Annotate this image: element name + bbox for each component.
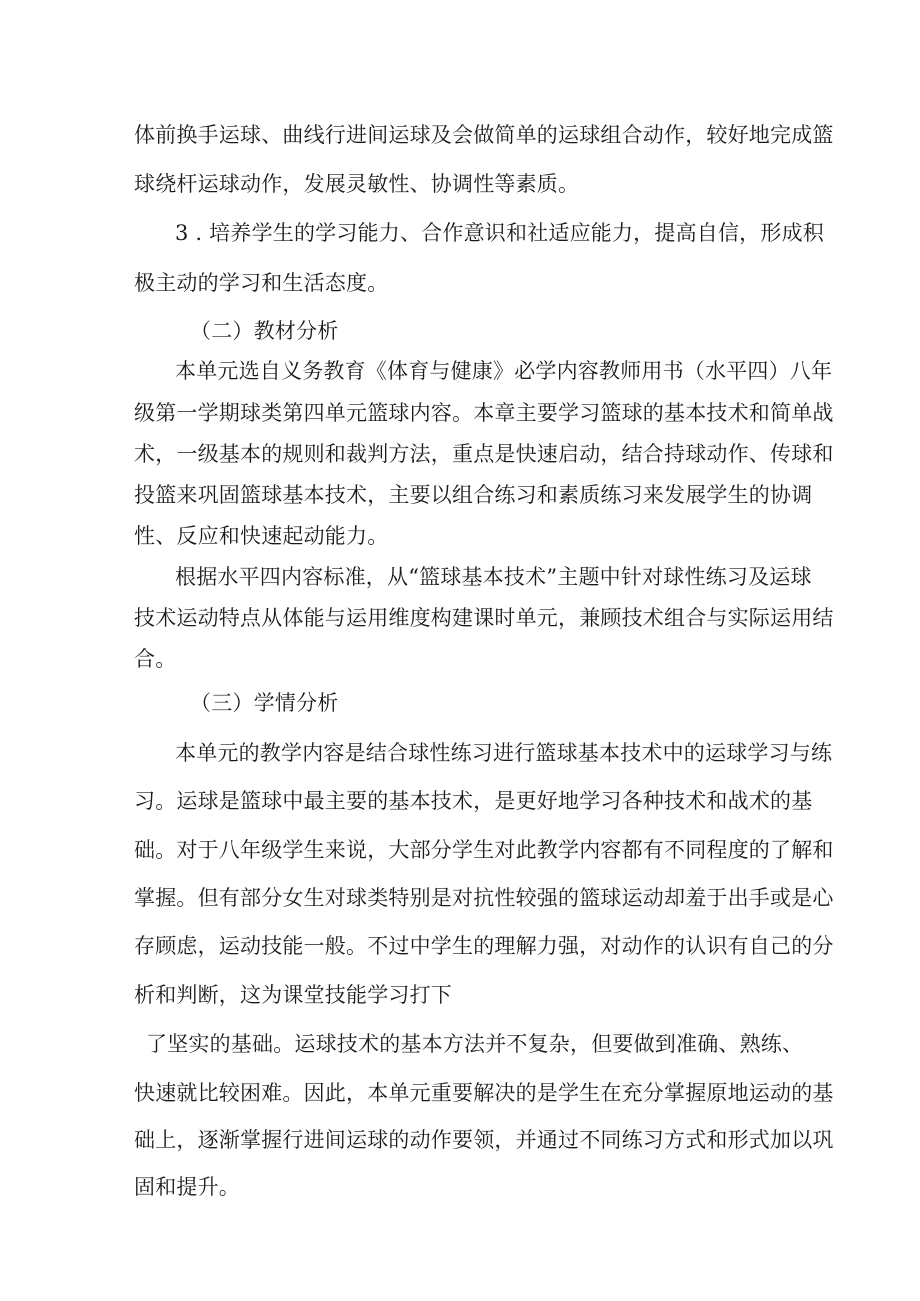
paragraph-line: 本单元的教学内容是结合球性练习进行篮球基本技术中的运球学习与练 [175, 741, 833, 765]
paragraph-line: 础上，逐渐掌握行进间运球的动作要领，并通过不同练习方式和形式加以巩 [134, 1128, 834, 1152]
paragraph-line: 技术运动特点从体能与运用维度构建课时单元，兼顾技术组合与实际运用结 [134, 606, 834, 630]
section-heading-learners: （三）学情分析 [190, 691, 339, 715]
paragraph-line: 根据水平四内容标准，从“篮球基本技术”主题中针对球性练习及运球 [175, 565, 812, 589]
text-line: 球绕杆运球动作，发展灵敏性、协调性等素质。 [134, 172, 580, 196]
paragraph-line: 存顾虑，运动技能一般。不过中学生的理解力强，对动作的认识有自己的分 [134, 934, 834, 958]
paragraph-line: 习。运球是篮球中最主要的基本技术，是更好地学习各种技术和战术的基 [134, 789, 813, 813]
paragraph-line: 固和提升。 [134, 1175, 240, 1199]
paragraph-line: 级第一学期球类第四单元篮球内容。本章主要学习篮球的基本技术和简单战 [134, 401, 834, 425]
paragraph-line: 投篮来巩固篮球基本技术，主要以组合练习和素质练习来发展学生的协调 [134, 483, 813, 507]
paragraph-line: 合。 [134, 647, 177, 671]
section-heading-materials: （二）教材分析 [190, 319, 339, 343]
paragraph-line: 析和判断，这为课堂技能学习打下 [134, 983, 452, 1007]
text-line: 极主动的学习和生活态度。 [134, 271, 389, 295]
paragraph-line: 掌握。但有部分女生对球类特别是对抗性较强的篮球运动却羞于出手或是心 [134, 886, 834, 910]
paragraph-line: 术，一级基本的规则和裁判方法，重点是快速启动，结合持球动作、传球和 [134, 442, 834, 466]
text-line: 体前换手运球、曲线行进间运球及会做简单的运球组合动作，较好地完成篮 [134, 123, 834, 147]
paragraph-line: 性、反应和快速起动能力。 [134, 524, 389, 548]
numbered-item-3: 3 . 培养学生的学习能力、合作意识和社适应能力，提高自信，形成积 [175, 221, 824, 245]
paragraph-line: 本单元选自义务教育《体育与健康》必学内容教师用书（水平四）八年 [175, 359, 833, 383]
paragraph-line: 快速就比较困难。因此，本单元重要解决的是学生在充分掌握原地运动的基 [134, 1081, 834, 1105]
paragraph-line: 了坚实的基础。运球技术的基本方法并不复杂，但要做到准确、熟练、 [146, 1032, 804, 1056]
paragraph-line: 础。对于八年级学生来说，大部分学生对此教学内容都有不同程度的了解和 [134, 838, 834, 862]
